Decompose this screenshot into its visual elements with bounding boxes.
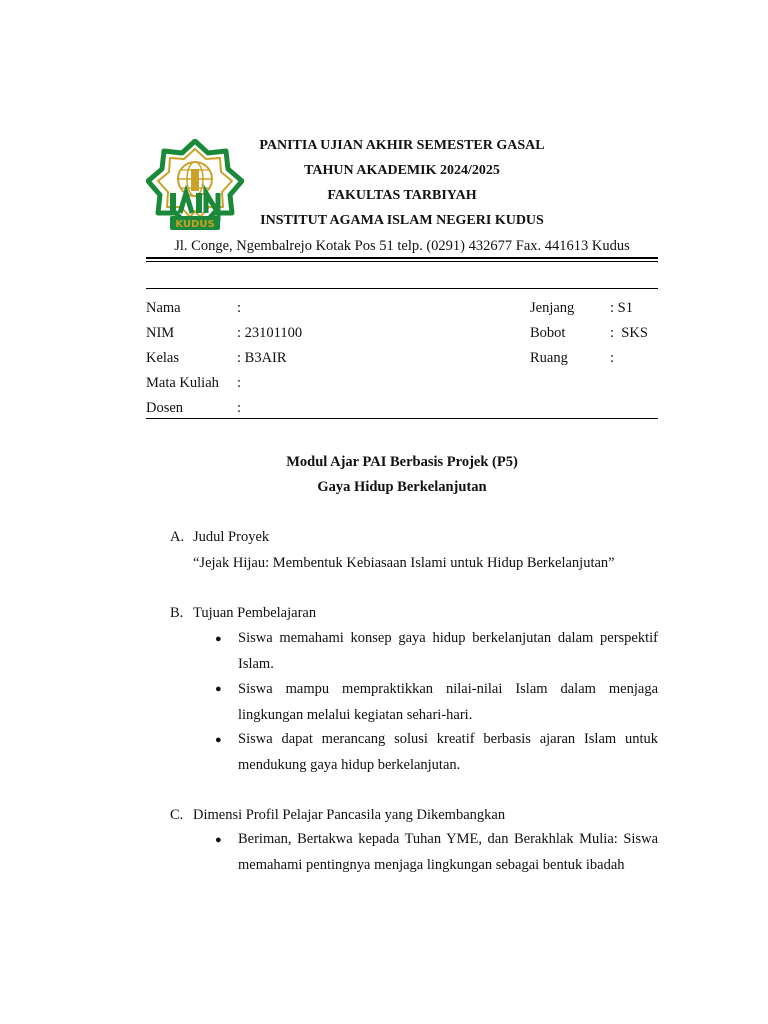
section-b-letter: B. [170,605,184,621]
info-value-nim: : 23101100 [237,325,303,341]
section-a-letter: A. [170,529,185,545]
info-value-kelas: : B3AIR [237,350,287,366]
svg-text:KUDUS: KUDUS [175,219,215,230]
header-line-1: PANITIA UJIAN AKHIR SEMESTER GASAL [259,138,545,153]
bullet-icon: ● [215,633,222,645]
header-rule-thin [146,261,658,262]
bullet-icon: ● [215,734,222,746]
info-label-bobot: Bobot [530,325,566,341]
header-line-2: TAHUN AKADEMIK 2024/2025 [304,163,500,178]
info-label-jenjang: Jenjang [530,300,575,316]
section-c-item-1: Beriman, Bertakwa kepada Tuhan YME, dan Berakhlak Mulia: Siswa memahami pentingnya menjaga lingkungan sebagai bentuk ibadah [238,831,658,873]
section-a-title: Judul Proyek [193,529,270,545]
info-bottom-rule [146,418,658,419]
info-top-rule [146,288,658,289]
header-line-3: FAKULTAS TARBIYAH [327,188,477,203]
info-label-dosen: Dosen [146,400,184,416]
info-label-nim: NIM [146,325,175,341]
header-rule-thick [146,257,658,259]
info-value-nama: : [237,300,242,316]
section-b-item-2: Siswa mampu mempraktikkan nilai-nilai Islam dalam menjaga lingkungan melalui kegiatan sehari-hari. [238,681,658,723]
info-value-dosen: : [237,400,242,416]
section-a-quote: “Jejak Hijau: Membentuk Kebiasaan Islami untuk Hidup Berkelanjutan” [193,555,615,571]
info-label-mata-kuliah: Mata Kuliah [146,375,219,391]
bullet-icon: ● [215,683,222,695]
section-b-title: Tujuan Pembelajaran [193,605,317,621]
module-subtitle: Gaya Hidup Berkelanjutan [317,479,487,495]
section-b-item-3: Siswa dapat merancang solusi kreatif berbasis ajaran Islam untuk mendukung gaya hidup berkelanjutan. [238,731,658,773]
section-c-letter: C. [170,807,184,823]
info-label-ruang: Ruang [530,350,568,366]
info-value-bobot: : SKS [610,325,648,341]
info-value-jenjang: : S1 [610,300,633,316]
bullet-icon: ● [215,834,222,846]
info-value-ruang: : [610,350,615,366]
header-address: Jl. Conge, Ngembalrejo Kotak Pos 51 telp. (0291) 432677 Fax. 441613 Kudus [174,238,630,254]
iain-kudus-logo [146,139,244,235]
info-label-nama: Nama [146,300,181,316]
section-c-title: Dimensi Profil Pelajar Pancasila yang Dikembangkan [193,807,506,823]
module-title: Modul Ajar PAI Berbasis Projek (P5) [286,454,518,470]
info-label-kelas: Kelas [146,350,180,366]
section-b-item-1: Siswa memahami konsep gaya hidup berkelanjutan dalam perspektif Islam. [238,630,658,672]
info-value-mata-kuliah: : [237,375,242,391]
header-line-4: INSTITUT AGAMA ISLAM NEGERI KUDUS [260,213,544,228]
